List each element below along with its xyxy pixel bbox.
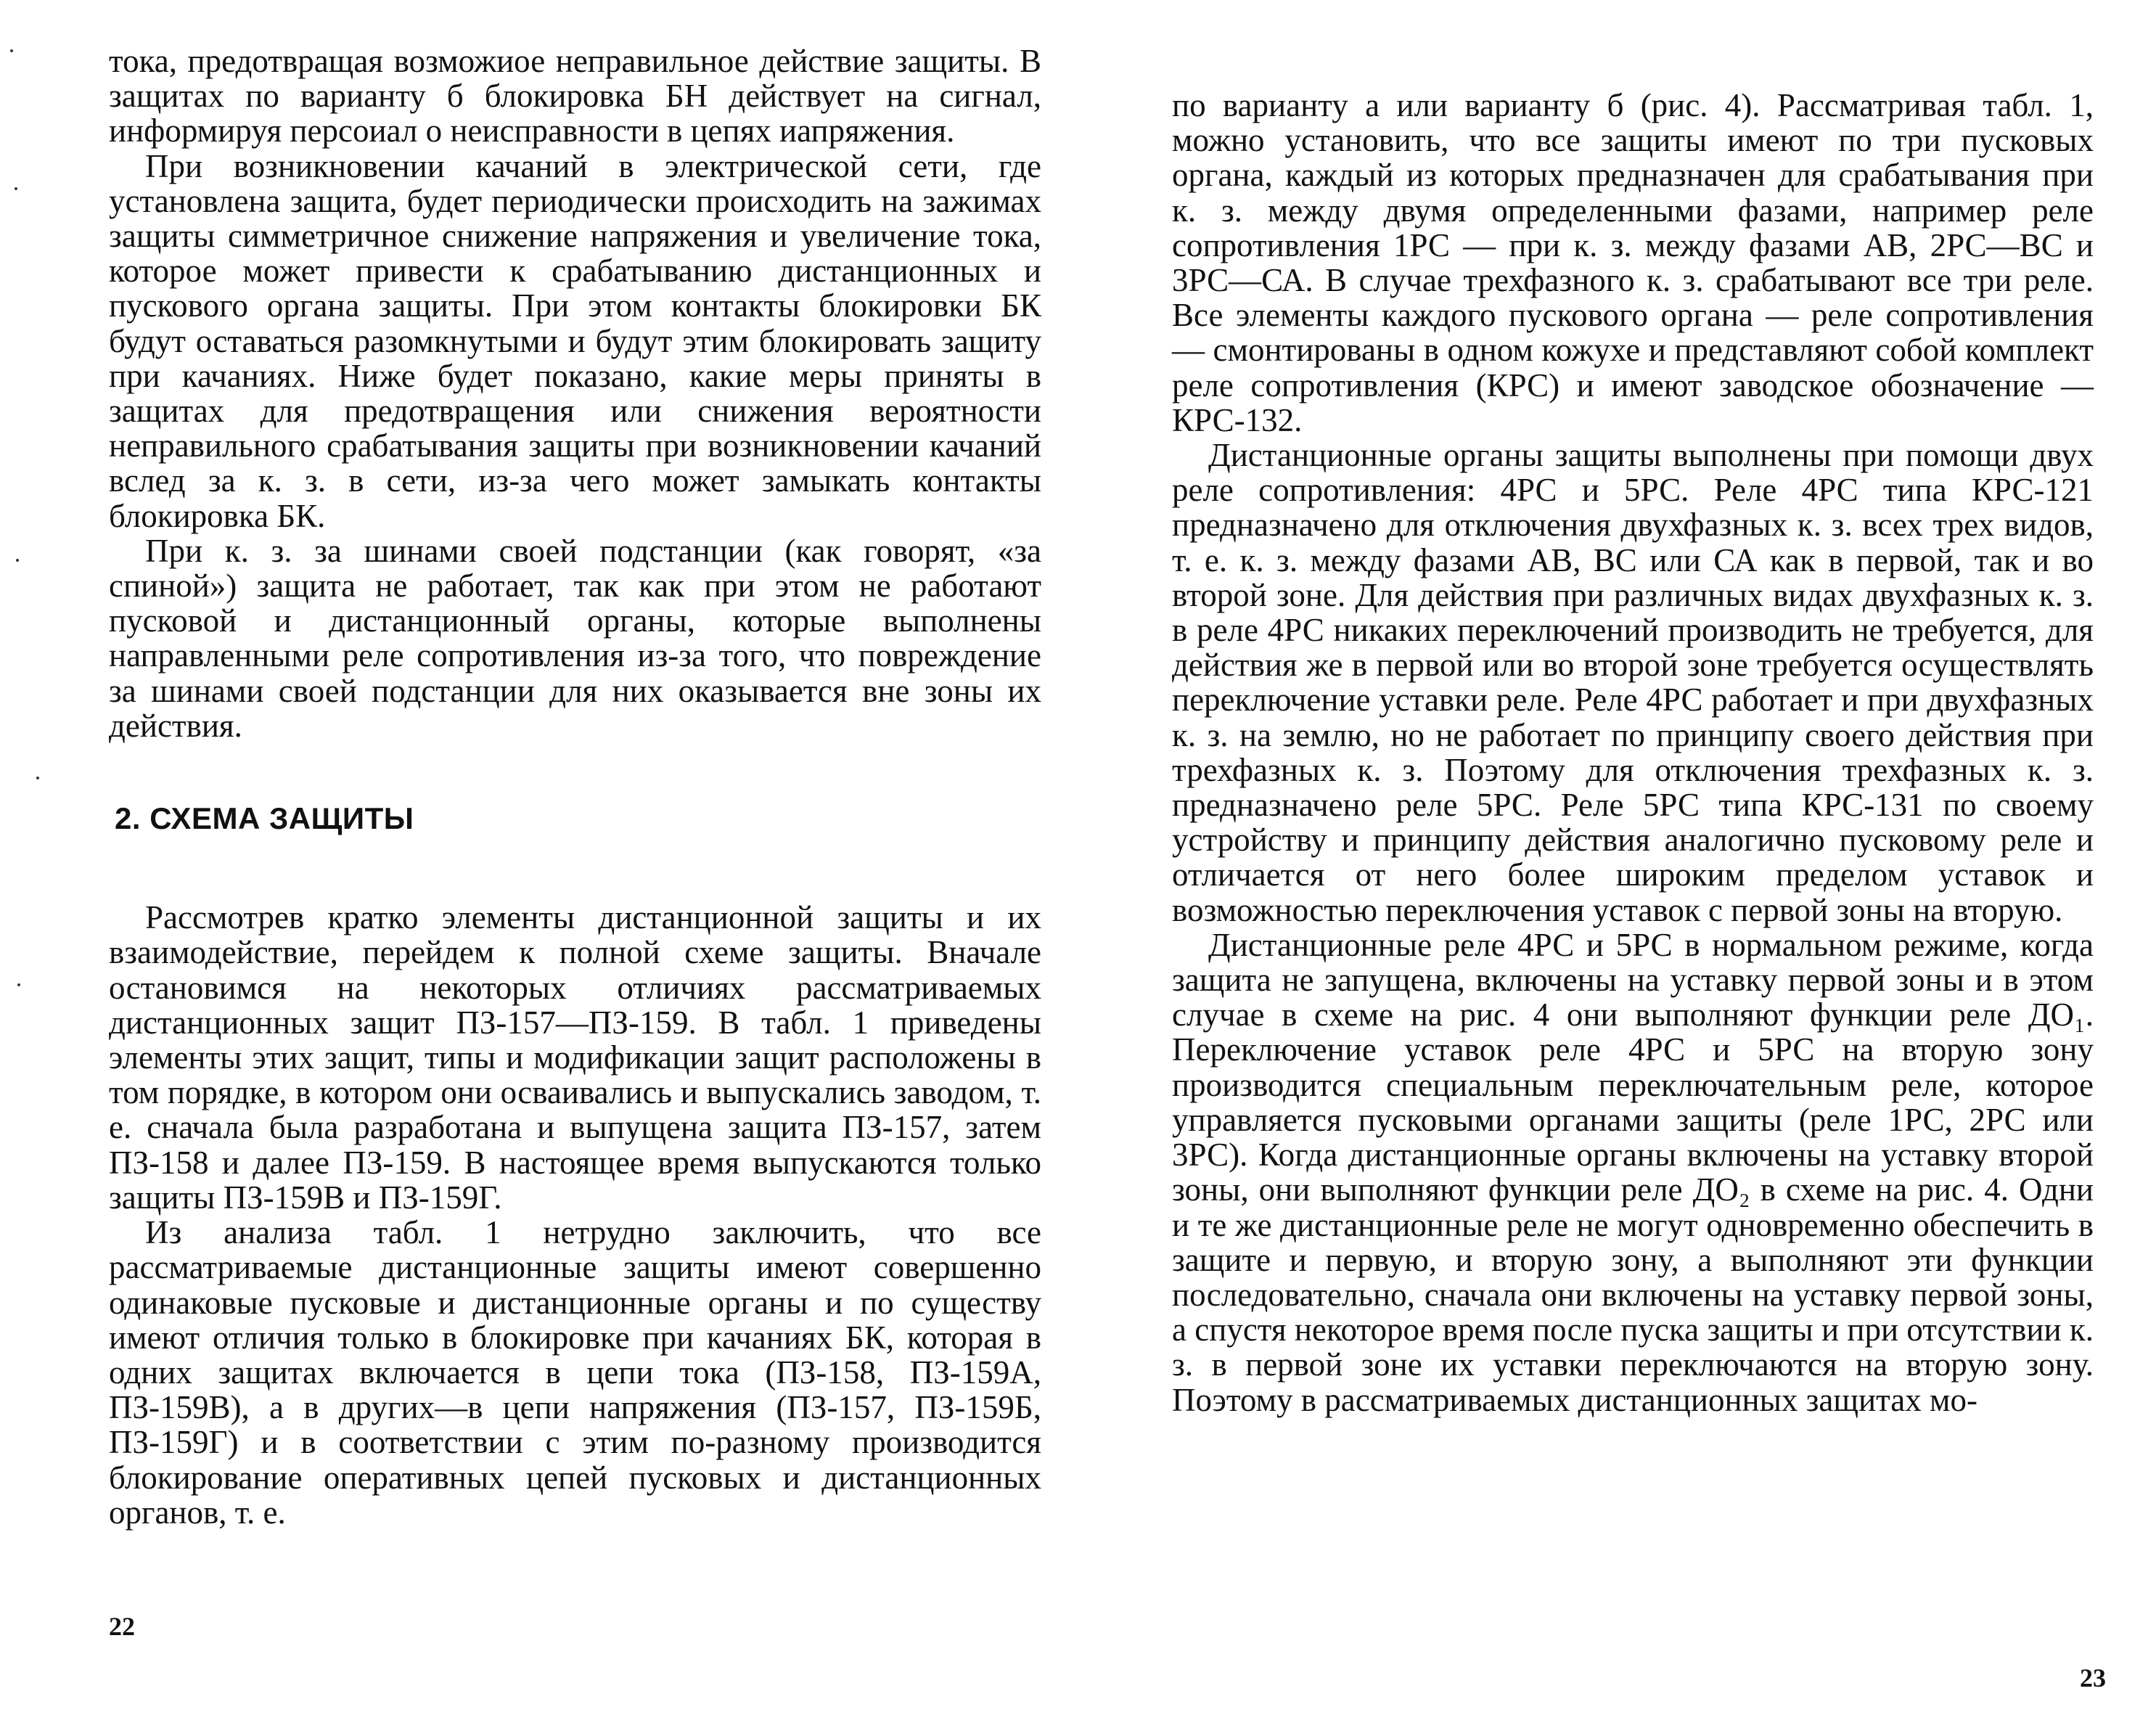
- scan-speck: [15, 187, 17, 190]
- page-number-left: 22: [109, 1612, 135, 1641]
- scan-speck: [36, 777, 39, 779]
- paragraph: тока, предотвращая возможиое неправильное действие защиты. В защитах по варианту б блокировка БН действует на сигнал, информируя персоиал о неисправности в цепях иапряжения.: [109, 43, 1041, 150]
- right-text-column: [1172, 88, 2094, 1417]
- page-number-right: 23: [2080, 1663, 2106, 1692]
- paragraph: При возникновении качаний в электрической сети, где установлена защита, будет периодически происходить на зажимах защиты симметричное снижение напряжения и увеличение тока, которое может привести к срабатыванию дистанционных и пускового органа защиты. При этом контакты блокировки БК будут оставаться разомкнутыми и будут этим блокировать защиту при качаниях. Ниже будет показано, какие меры приняты в защитах для предотвращения или снижения вероятности неправильного срабатывания защиты при возникновении качаний вслед за к. з. в сети, из-за чего может замыкать контакты блокировка БК.: [109, 147, 1041, 534]
- paragraph: Дистанционные реле 4РС и 5РС в нормальном режиме, когда защита не запущена, включены на уставку первой зоны и в этом случае в схеме на рис. 4 они выполняют функции реле ДО₁. Переключение уставок реле 4РС и 5РС на вторую зону производится специальным переключательным реле, которое управляется пусковыми органами защиты (реле 1РС, 2РС или 3РС). Когда дистанционные органы включены на уставку второй зоны, они выполняют функции реле ДО₂ в схеме на рис. 4. Одни и те же дистанционные реле не могут одновременно обеспечить в защите и первую, и вторую зону, а выполняют эти функции последовательно, сначала они включены на уставку первой зоны, а спустя некоторое время после пуска защиты и при отсутствии к. з. в первой зоне их уставки переключаются на вторую зону. Поэтому в рассматриваемых дистанционных защитах мо-: [1172, 926, 2094, 1418]
- scan-speck: [17, 983, 20, 986]
- section-heading: 2. СХЕМА ЗАЩИТЫ: [115, 801, 414, 836]
- paragraph: При к. з. за шинами своей подстанции (как говорят, «за спиной») защита не работает, так как при этом не работают пусковой и дистанционный органы, которые выполнены направленными реле сопротивления из-за того, что повреждение за шинами своей подстанции для них оказывается вне зоны их действия.: [109, 532, 1041, 744]
- paragraph: Рассмотрев кратко элементы дистанционной защиты и их взаимодействие, перейдем к полной схеме защиты. Вначале остановимся на некоторых отличиях рассматриваемых дистанционных защит ПЗ-157—ПЗ-159. В табл. 1 приведены элементы этих защит, типы и модификации защит расположены в том порядке, в котором они осваивались и выпускались заводом, т. е. сначала была разработана и выпущена защита ПЗ-157, затем ПЗ-158 и далее ПЗ-159. В настоящее время выпускаются только защиты ПЗ-159В и ПЗ-159Г.: [109, 899, 1041, 1216]
- paragraph: Из анализа табл. 1 нетрудно заключить, что все рассматриваемые дистанционные защиты имеют совершенно одинаковые пусковые и дистанционные органы и по существу имеют отличия только в блокировке при качаниях БК, которая в одних защитах включается в цепи тока (ПЗ-158, ПЗ-159А, ПЗ-159В), а в других—в цепи напряжения (ПЗ-157, ПЗ-159Б, ПЗ-159Г) и в соответствии с этим по-разному производится блокирование оперативных цепей пусковых и дистанционных органов, т. е.: [109, 1214, 1041, 1531]
- paragraph: по варианту а или варианту б (рис. 4). Рассматривая табл. 1, можно установить, что все защиты имеют по три пусковых органа, каждый из которых предназначен для срабатывания при к. з. между двумя определенными фазами, например реле сопротивления 1РС — при к. з. между фазами АВ, 2РС—ВС и 3РС—СА. В случае трехфазного к. з. срабатывают все три реле. Все элементы каждого пускового органа — реле сопротивления — смонтированы в одном кожухе и представляют собой комплект реле сопротивления (КРС) и имеют заводское обозначение — КРС-132.: [1172, 87, 2094, 438]
- scan-speck: [16, 559, 19, 562]
- right-page: [1078, 0, 2156, 1736]
- paragraph: Дистанционные органы защиты выполнены при помощи двух реле сопротивления: 4РС и 5РС. Реле 4РС типа КРС-121 предназначено для отключения двухфазных к. з. всех трех видов, т. е. к. з. между фазами АВ, ВС или СА как в первой, так и во второй зоне. Для действия при различных видах двухфазных к. з. в реле 4РС никаких переключений производить не требуется, для действия же в первой или во второй зоне требуется осуществлять переключение уставки реле. Реле 4РС работает и при двухфазных к. з. на землю, но не работает по принципу своего действия при трехфазных к. з. Поэтому для отключения трехфазных к. з. предназначено реле 5РС. Реле 5РС типа КРС-131 по своему устройству и принципу действия аналогично пусковому реле и отличается от него более широким пределом уставок и возможностью переключения уставок с первой зоны на вторую.: [1172, 437, 2094, 928]
- scan-speck: [10, 49, 13, 52]
- left-text-column: [109, 44, 1041, 1530]
